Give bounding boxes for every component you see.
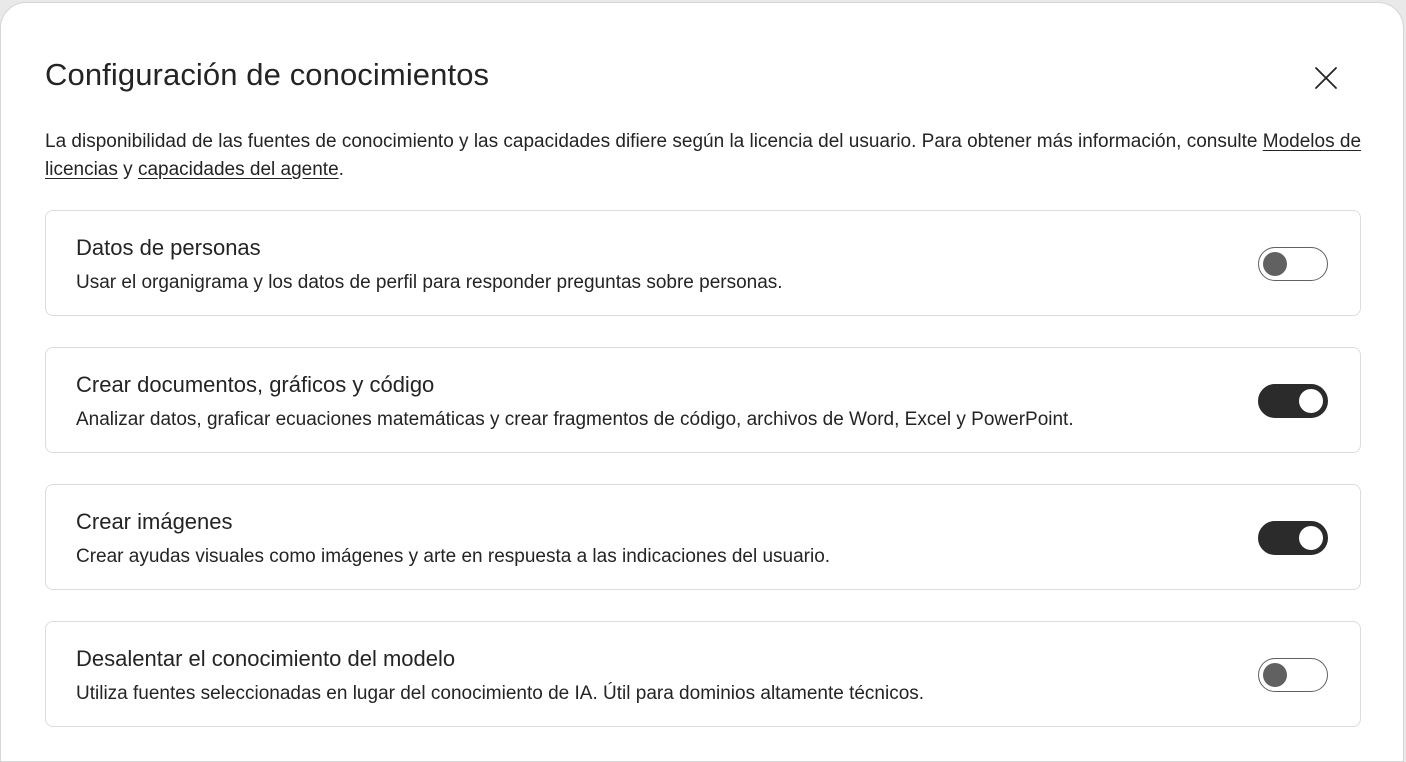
setting-title: Crear imágenes	[76, 509, 233, 534]
toggle-knob	[1299, 389, 1323, 413]
knowledge-settings-dialog	[0, 2, 1404, 762]
setting-description: Utiliza fuentes seleccionadas en lugar del conocimiento de IA. Útil para dominios altamente técnicos.	[76, 683, 925, 704]
setting-card-discourage-model-knowledge	[45, 621, 1361, 727]
create-documents-toggle[interactable]	[1258, 384, 1328, 418]
discourage-model-knowledge-toggle[interactable]	[1258, 658, 1328, 692]
intro-text-before: La disponibilidad de las fuentes de conocimiento y las capacidades difiere según la licencia del usuario. Para obtener más información, consulte	[45, 131, 1263, 152]
toggle-knob	[1263, 663, 1287, 687]
setting-card-create-images	[45, 484, 1361, 590]
close-icon	[1314, 66, 1338, 90]
setting-description: Analizar datos, graficar ecuaciones matemáticas y crear fragmentos de código, archivos de Word, Excel y PowerPoint.	[76, 409, 1074, 430]
dialog-title: Configuración de conocimientos	[45, 57, 490, 92]
setting-card-create-documents	[45, 347, 1361, 453]
intro-text-between: y	[117, 159, 138, 180]
close-button[interactable]	[1309, 61, 1343, 95]
intro-text	[45, 128, 1375, 184]
setting-description: Crear ayudas visuales como imágenes y arte en respuesta a las indicaciones del usuario.	[76, 546, 831, 567]
setting-card-people-data	[45, 210, 1361, 316]
intro-text-after: .	[338, 159, 344, 180]
setting-title: Crear documentos, gráficos y código	[76, 372, 435, 397]
toggle-knob	[1299, 526, 1323, 550]
toggle-knob	[1263, 252, 1287, 276]
licensing-models-link[interactable]: Modelos de licencias	[45, 131, 1362, 180]
setting-title: Desalentar el conocimiento del modelo	[76, 646, 456, 671]
agent-capabilities-link[interactable]: capacidades del agente	[137, 159, 339, 180]
setting-description: Usar el organigrama y los datos de perfil para responder preguntas sobre personas.	[76, 272, 783, 293]
dialog-header	[45, 53, 1363, 101]
create-images-toggle[interactable]	[1258, 521, 1328, 555]
setting-title: Datos de personas	[76, 235, 261, 260]
people-data-toggle[interactable]	[1258, 247, 1328, 281]
